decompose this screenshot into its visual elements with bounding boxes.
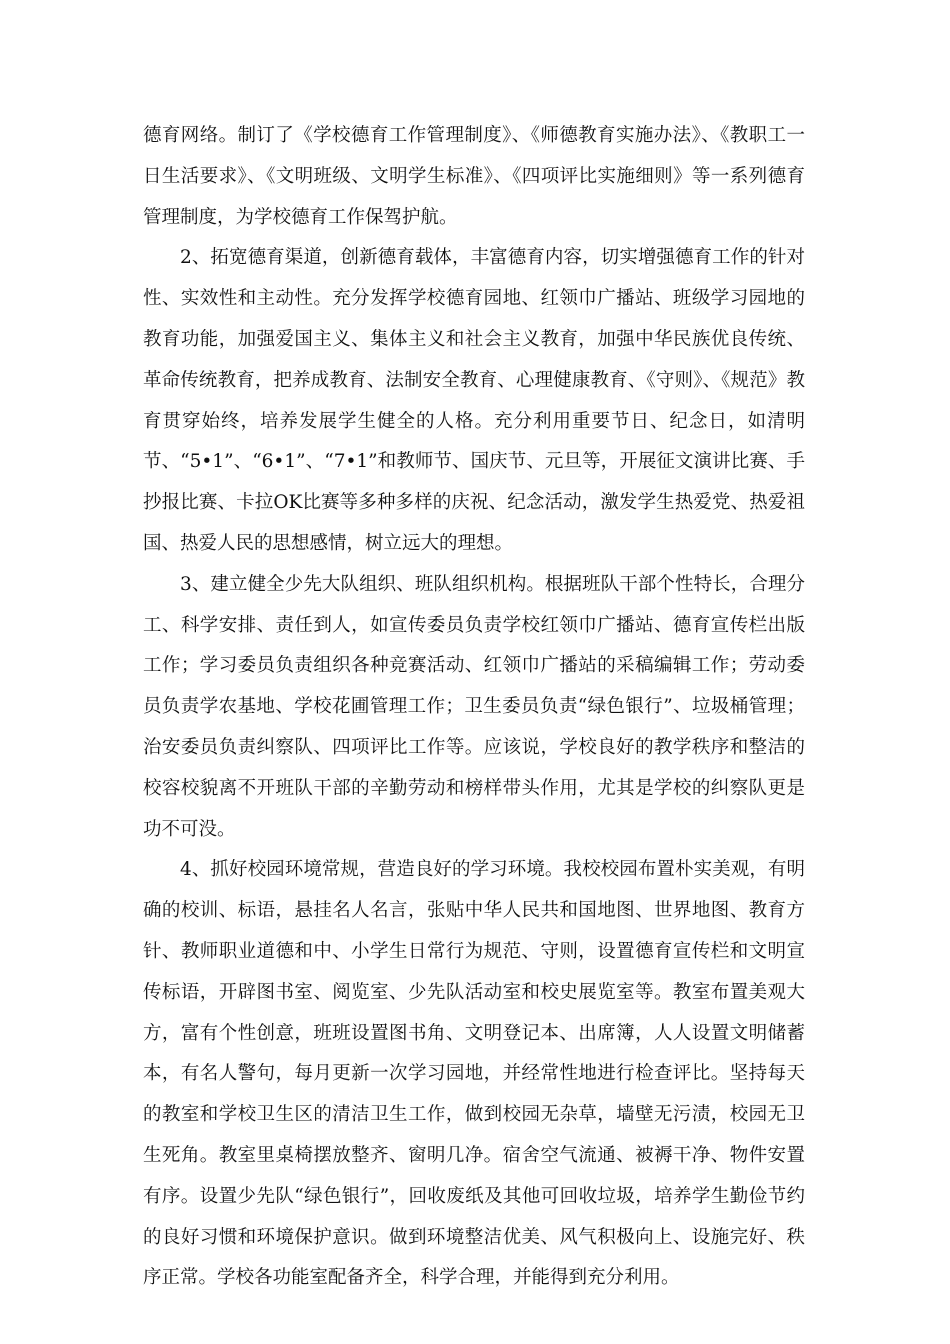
paragraph-4-campus-environment: 4、抓好校园环境常规，营造良好的学习环境。我校校园布置朴实美观，有明确的校训、标语，悬挂名人名言，张贴中华人民共和国地图、世界地图、教育方针、教师职业道德和中、小学生日常行为规范、守则，设置德育宣传栏和文明宣传标语，开辟图书室、阅览室、少先队活动室和校史展览室等。教室布置美观大方，富有个性创意，班班设置图书角、文明登记本、出席簿，人人设置文明储蓄本，有名人警句，每月更新一次学习园地，并经常性地进行检查评比。坚持每天的教室和学校卫生区的清洁卫生工作，做到校园无杂草，墙壁无污渍，校园无卫生死角。教室里桌椅摆放整齐、窗明几净。宿舍空气流通、被褥干净、物件安置有序。设置少先队“绿色银行”，回收废纸及其他可回收垃圾，培养学生勤俭节约的良好习惯和环境保护意识。做到环境整洁优美、风气积极向上、设施完好、秩序正常。学校各功能室配备齐全，科学合理，并能得到充分利用。 (143, 859, 805, 1289)
paragraph-2-moral-channels: 2、拓宽德育渠道，创新德育载体，丰富德育内容，切实增强德育工作的针对性、实效性和主动性。充分发挥学校德育园地、红领巾广播站、班级学习园地的教育功能，加强爱国主义、集体主义和社会主义教育，加强中华民族优良传统、革命传统教育，把养成教育、法制安全教育、心理健康教育、《守则》、《规范》教育贯穿始终，培养发展学生健全的人格。充分利用重要节日、纪念日，如清明节、“5•1”、“6•1”、“7•1”和教师节、国庆节、元旦等，开展征文演讲比赛、手抄报比赛、卡拉OK比赛等多种多样的庆祝、纪念活动，激发学生热爱党、热爱祖国、热爱人民的思想感情，树立远大的理想。 (143, 247, 805, 554)
paragraph-3-pioneer-organization: 3、建立健全少先大队组织、班队组织机构。根据班队干部个性特长，合理分工、科学安排、责任到人，如宣传委员负责学校红领巾广播站、德育宣传栏出版工作；学习委员负责组织各种竞赛活动、红领巾广播站的采稿编辑工作；劳动委员负责学农基地、学校花圃管理工作；卫生委员负责“绿色银行”、垃圾桶管理；治安委员负责纠察队、四项评比工作等。应该说，学校良好的教学秩序和整洁的校容校貌离不开班队干部的辛勤劳动和榜样带头作用，尤其是学校的纠察队更是功不可没。 (143, 573, 805, 840)
paragraph-continuation: 德育网络。制订了《学校德育工作管理制度》、《师德教育实施办法》、《教职工一日生活要求》、《文明班级、文明学生标准》、《四项评比实施细则》等一系列德育管理制度，为学校德育工作保驾护航。 (143, 125, 805, 228)
document-page (143, 116, 805, 1299)
